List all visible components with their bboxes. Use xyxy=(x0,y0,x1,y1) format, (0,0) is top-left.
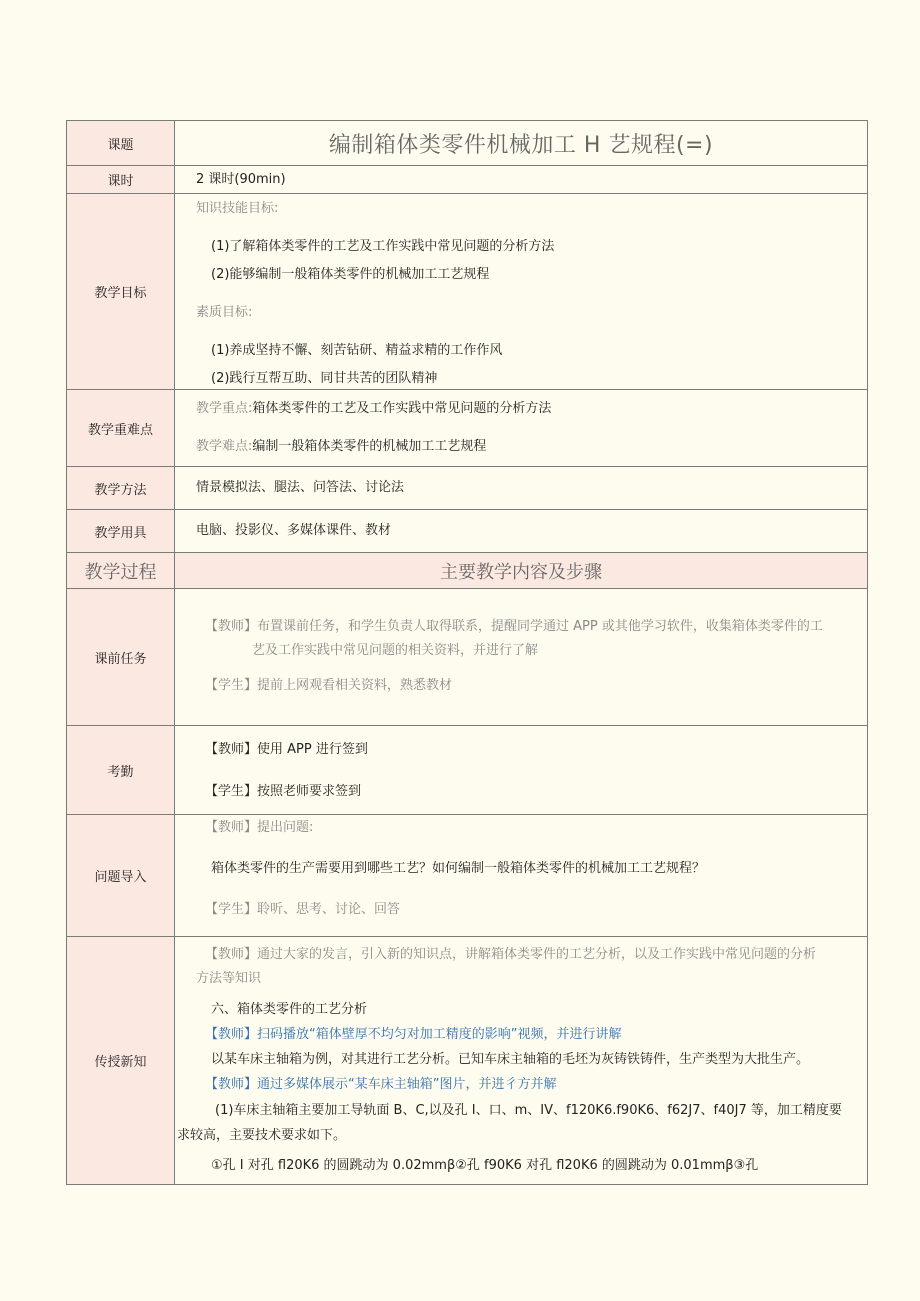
focus-text: 箱体类零件的工艺及工作实践中常见问题的分析方法 xyxy=(252,401,552,416)
difficulty-line xyxy=(175,437,867,457)
new-knowledge-teacher-line2: 方法等知识 xyxy=(196,971,262,986)
methods-label: 教学方法 xyxy=(67,467,175,510)
knowledge-item-1: (1)了解箱体类零件的工艺及工作实践中常见问题的分析方法 xyxy=(211,239,555,254)
tools-label: 教学用具 xyxy=(67,510,175,553)
row-intro xyxy=(67,815,868,937)
topic-label: 课题 xyxy=(67,121,175,166)
requirement-line1: (1)车床主轴箱主要加工导轨面 B、C,以及孔 I、口、m、IV、f120K6.f90K6、f62J7、f40J7 等，加工精度要 xyxy=(215,1103,842,1118)
hours-value: 2 课时(90min) xyxy=(196,171,286,187)
methods-value: 情景模拟法、腿法、问答法、讨论法 xyxy=(196,480,405,495)
focus-tag: 教学重点: xyxy=(196,401,253,416)
row-key-points xyxy=(67,390,868,467)
difficulty-tag: 教学难点: xyxy=(196,439,253,454)
quality-item-2: (2)践行互帮互助、同甘共苦的团队精神 xyxy=(211,371,438,386)
hours-label: 课时 xyxy=(67,166,175,194)
attendance-student: 【学生】按照老师要求签到 xyxy=(205,784,362,799)
media-line: 【教师】通过多媒体展示“某车床主轴箱”图片，并进彳方并解 xyxy=(205,1077,557,1092)
intro-label: 问题导入 xyxy=(67,815,175,937)
example-line: 以某车床主轴箱为例，对其进行工艺分析。已知车床主轴箱的毛坯为灰铸铁铸件，生产类型为大批生产。 xyxy=(211,1052,810,1067)
intro-teacher: 【教师】提出问题: xyxy=(205,820,314,835)
tools-value: 电脑、投影仪、多媒体课件、教材 xyxy=(196,523,392,538)
knowledge-item-2: (2)能够编制一般箱体类零件的机械加工工艺规程 xyxy=(211,267,490,282)
new-knowledge-label: 传授新知 xyxy=(67,937,175,1185)
row-hours xyxy=(67,166,868,194)
requirement-line3: ①孔 I 对孔 fl20K6 的圆跳动为 0.02mmβ②孔 f90K6 对孔 fl20K6 的圆跳动为 0.01mmβ③孔 xyxy=(211,1158,759,1173)
row-attendance xyxy=(67,726,868,815)
lesson-plan-table xyxy=(66,120,868,1185)
new-knowledge-teacher-line1: 【教师】通过大家的发言，引入新的知识点，讲解箱体类零件的工艺分析，以及工作实践中常见问题的分析 xyxy=(205,947,817,962)
section-heading: 六、箱体类零件的工艺分析 xyxy=(211,1002,368,1017)
quality-heading: 素质目标: xyxy=(196,305,253,320)
attendance-teacher: 【教师】使用 APP 进行签到 xyxy=(205,742,368,757)
pre-class-teacher-line1: 【教师】布置课前任务，和学生负责人取得联系，提醒同学通过 APP 或其他学习软件，收集箱体类零件的工 xyxy=(205,619,823,634)
quality-item-1: (1)养成坚持不懈、刻苦钻研、精益求精的工作作风 xyxy=(211,343,503,358)
requirement-line2: 求较高，主要技术要求如下。 xyxy=(177,1128,347,1143)
intro-student: 【学生】聆听、思考、讨论、回答 xyxy=(205,902,401,917)
row-methods xyxy=(67,467,868,510)
focus-line xyxy=(175,399,867,419)
knowledge-heading: 知识技能目标: xyxy=(196,201,279,216)
row-new-knowledge xyxy=(67,937,868,1185)
video-line: 【教师】扫码播放“箱体壁厚不均匀对加工精度的影响”视频，并进行讲解 xyxy=(205,1027,622,1042)
pre-class-teacher-line2: 艺及工作实践中常见问题的相关资料，并进行了解 xyxy=(252,643,539,658)
objectives-label: 教学目标 xyxy=(67,194,175,390)
row-process-header xyxy=(67,553,868,589)
process-header-value: 主要教学内容及步骤 xyxy=(175,553,868,589)
attendance-label: 考勤 xyxy=(67,726,175,815)
row-objectives xyxy=(67,194,868,390)
pre-class-student: 【学生】提前上网观看相关资料，熟悉教材 xyxy=(205,678,453,693)
row-tools xyxy=(67,510,868,553)
row-topic xyxy=(67,121,868,166)
key-points-label: 教学重难点 xyxy=(67,390,175,467)
pre-class-label: 课前任务 xyxy=(67,589,175,726)
topic-title: 编制箱体类零件机械加工 H 艺规程(=) xyxy=(328,132,714,158)
difficulty-text: 编制一般箱体类零件的机械加工工艺规程 xyxy=(252,439,487,454)
process-header-label: 教学过程 xyxy=(67,553,175,589)
row-pre-class xyxy=(67,589,868,726)
intro-question: 箱体类零件的生产需要用到哪些工艺？如何编制一般箱体类零件的机械加工工艺规程？ xyxy=(211,861,706,876)
